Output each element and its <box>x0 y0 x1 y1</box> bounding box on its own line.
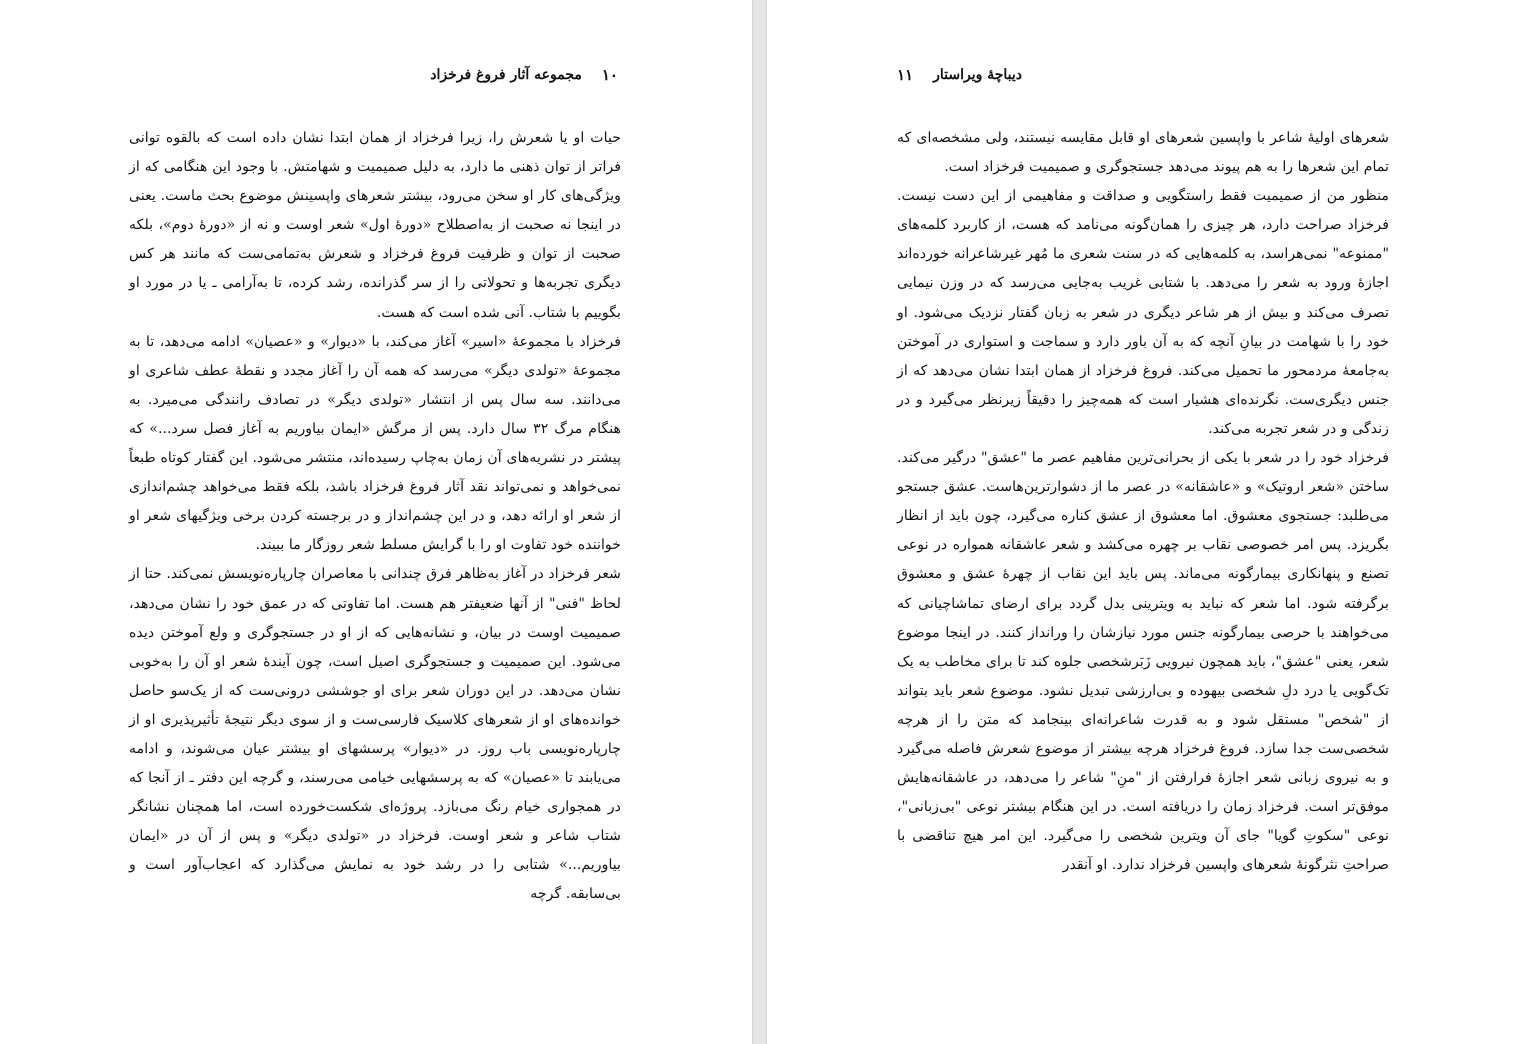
running-head <box>430 62 618 88</box>
paragraph: حیات او یا شعرش را، زیرا فرخزاد از همان ابتدا نشان داده است که بالقوه توانی فراتر از توان ذهنی ما دارد، به دلیل صمیمیت و شهامتش. با وجود این هنگامی که از ویژگی‌های کار او سخن می‌رود، بیشتر شعرهای واپسینش موضوع بحث ماست. یعنی در اینجا نه صحبت از به‌اصطلاح «دورهٔ اول» شعر اوست و نه از «دورهٔ دوم»، بلکه صحبت از توان و ظرفیت فروغ فرخزاد و شعرش به‌تمامی‌ست که مانند هر کس دیگری تجربه‌ها و تحولاتی را از سر گذرانده، رشد کرده، تا به‌آرامی ـ یا در مورد او بگوییم با شتاب. آنی شده است که هست. <box>129 130 621 321</box>
running-title: مجموعه آثار فروغ فرخزاد <box>430 67 582 83</box>
left-page <box>0 0 752 1044</box>
paragraph: شعرهای اولیهٔ شاعر با واپسین شعرهای او قابل مقایسه نیستند، ولی مشخصه‌ای که تمام این شعرها را به هم پیوند می‌دهد جستجوگری و صمیمیت فرخزاد است. <box>897 130 1389 176</box>
page-number: ۱۰ <box>601 66 618 84</box>
running-title: دیباچهٔ ویراستار <box>933 67 1023 83</box>
right-page <box>767 0 1519 1044</box>
paragraph: شعر فرخزاد در آغاز به‌ظاهر فرق چندانی با معاصران چارپاره‌نویسش نمی‌کند. حتا از لحاظ "فنی" از آنها ضعیفتر هم هست. اما تفاوتی که در عمق خود را نشان می‌دهد، صمیمیت اوست در بیان، و نشانه‌هایی که از او در جستجوگری و ولع آموختن دیده می‌شود. این صمیمیت و جستجوگری اصیل است، چون آیندهٔ شعر او آن را به‌خوبی نشان می‌دهد. در این دوران شعر برای او جوششی درونی‌ست که از یک‌سو حاصل خوانده‌های او از شعرهای کلاسیک فارسی‌ست و از سوی دیگر نتیجهٔ تأثیرپذیری او از چارپاره‌نویسی باب روز. در «دیوار» پرسشهای او بیشتر عیان می‌شوند، و ادامه می‌یابند تا «عصیان» که به پرسشهایی خیامی می‌رسند، و گرچه این دفتر ـ از آنجا که در همجواری خیام رنگ می‌بازد. پروژه‌ای شکست‌خورده است، اما همچنان نشانگر شتاب شاعر و شعر اوست. فرخزاد در «تولدی دیگر» و پس از آن در «ایمان بیاوریم...» شتابی را در رشد خود به نمایش می‌گذارد که اعجاب‌آور است و بی‌سابقه. گرچه <box>129 566 621 903</box>
body-text <box>897 124 1389 880</box>
paragraph: فرخزاد خود را در شعر با یکی از بحرانی‌ترین مفاهیم عصر ما "عشق" درگیر می‌کند. ساختن «شعر اروتیک» و «عاشقانه» در عصر ما از دشوارترین‌هاست. عشق جستجو می‌طلبد: جستجوی معشوق. اما معشوق از عشق کناره می‌گیرد، چون باید از انظار بگریزد. پس امر خصوصی نقاب بر چهره می‌کشد و شعر عاشقانه همواره در نوعی تصنع و پنهانکاری بیمارگونه می‌ماند. پس باید این نقاب از چهرهٔ عشق و معشوق برگرفته شود. اما شعر که نباید به ویترینی بدل گردد برای ارضای تماشاچیانی که می‌خواهند با حرصی بیمارگونه جنس مورد نیازشان را ورانداز کنند. در اینجا موضوع شعر، یعنی "عشق"، باید همچون نیرویی زَبَرشخصی جلوه کند تا برای مخاطب به یک تک‌گویی یا درد دلِ شخصی بیهوده و بی‌ارزشی تبدیل نشود. موضوع شعر باید بتواند از "شخص" مستقل شود و به قدرت شاعرانه‌ای بینجامد که متن را از هرچه شخصی‌ست جدا سازد. فروغ فرخزاد هرچه بیشتر از موضوع شعرش فاصله می‌گیرد و به نیروی زبانی شعر اجازهٔ فرارفتن از "منِ" شاعر را می‌دهد، در عاشقانه‌هایش موفق‌تر است. فرخزاد زمان را دریافته است. در این هنگام بیشتر نوعی "بی‌زبانی"، نوعی "سکوتِ گویا" جای آن ویترین شخصی را می‌گیرد. این امر هیچ تناقضی با صراحتِ نثرگونهٔ شعرهای واپسین فرخزاد ندارد. او آنقدر <box>897 450 1389 874</box>
paragraph: منظور من از صمیمیت فقط راستگویی و صداقت و مفاهیمی از این دست نیست. فرخزاد صراحت دارد، هر چیزی را همان‌گونه می‌نامد که هست، از کاربرد کلمه‌های "ممنوعه" نمی‌هراسد، به کلمه‌هایی که در سنت شعری ما مُهر غیرشاعرانه خورده‌اند اجازهٔ ورود به شعر را می‌دهد. با شتابی غریب به‌جایی می‌رسد که در وزن نیمایی تصرف می‌کند و بیش از هر شاعر دیگری در شعر به زبان گفتار نزدیک می‌شود. او خود را با شهامت در بیانِ آنچه که به آن باور دارد و سماجت و استواری در آموختن به‌جامعهٔ مردمحور ما تحمیل می‌کند. فروغ فرخزاد از همان ابتدا نشان می‌دهد که از جنس دیگری‌ست. نگرنده‌ای هشیار است که همه‌چیز را دقیقاً زیرنظر می‌گیرد و در زندگی و در شعر تجربه می‌کند. <box>897 188 1389 437</box>
running-head <box>897 62 1022 88</box>
page-gutter <box>752 0 767 1044</box>
body-text <box>129 124 621 910</box>
page-number: ۱۱ <box>897 66 914 84</box>
paragraph: فرخزاد با مجموعهٔ «اسیر» آغاز می‌کند، با «دیوار» و «عصیان» ادامه می‌دهد، تا به مجموعهٔ «تولدی دیگر» می‌رسد که همه آن را آغاز مجدد و نقطهٔ عطف شاعری او می‌دانند. سه سال پس از انتشار «تولدی دیگر» در تصادف رانندگی می‌میرد. به هنگام مرگ ۳۲ سال دارد. پس از مرگش «ایمان بیاوریم به آغاز فصل سرد...» که پیشتر در نشریه‌های آن زمان به‌چاپ رسیده‌اند، منتشر می‌شود. این گفتار کوتاه طبعاً نمی‌خواهد و نمی‌تواند نقد آثار فروغ فرخزاد باشد، بلکه فقط می‌خواهد چشم‌اندازی از شعر او ارائه دهد، و در این چشم‌انداز و در برجسته کردن برخی ویژگیهای شعر او خواننده خود تفاوت او را با گرایش مسلط شعر روزگار ما ببیند. <box>129 333 621 554</box>
